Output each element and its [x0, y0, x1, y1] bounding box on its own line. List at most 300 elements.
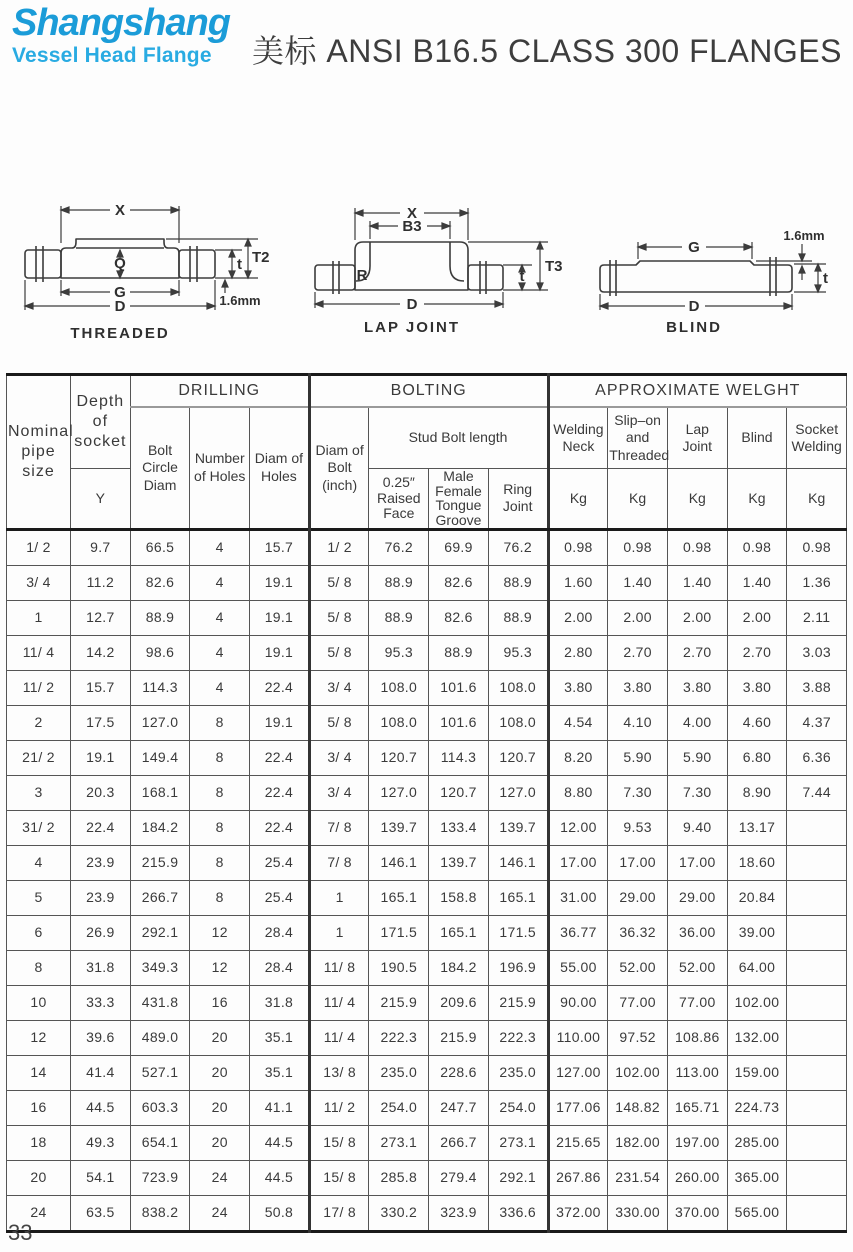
cell: 22.4	[250, 740, 310, 775]
cell: 88.9	[488, 600, 548, 635]
cell: 2.80	[548, 635, 608, 670]
cell: 108.86	[667, 1020, 727, 1055]
cell: 3.03	[787, 635, 847, 670]
cell: 349.3	[130, 950, 190, 985]
cell: 7.30	[608, 775, 668, 810]
cell: 15/ 8	[309, 1125, 369, 1160]
cell: 0.98	[548, 529, 608, 565]
dim-label-t3: T3	[545, 258, 563, 275]
cell: 22.4	[250, 775, 310, 810]
cell: 5	[7, 880, 71, 915]
cell: 5.90	[667, 740, 727, 775]
cell: 182.00	[608, 1125, 668, 1160]
cell: 2.70	[667, 635, 727, 670]
cell: 2.00	[548, 600, 608, 635]
flange-diagrams	[0, 180, 853, 350]
group-header-drilling: DRILLING	[130, 375, 309, 408]
cell: 3.80	[727, 670, 787, 705]
cell: 215.9	[429, 1020, 489, 1055]
cell: 20.84	[727, 880, 787, 915]
cell: 1	[309, 915, 369, 950]
cell	[787, 1090, 847, 1125]
col-header-nominal-pipe-size: Nominal pipe size	[7, 375, 71, 530]
cell: 235.0	[369, 1055, 429, 1090]
cell: 19.1	[250, 565, 310, 600]
cell: 565.00	[727, 1195, 787, 1231]
cell: 4	[7, 845, 71, 880]
cell: 44.5	[250, 1160, 310, 1195]
cell: 8	[190, 845, 250, 880]
cell: 285.00	[727, 1125, 787, 1160]
cell: 292.1	[130, 915, 190, 950]
cell: 1	[7, 600, 71, 635]
table-header	[7, 375, 847, 530]
table-row	[7, 810, 847, 845]
cell: 97.52	[608, 1020, 668, 1055]
dim-label-x: X	[406, 205, 418, 222]
cell: 222.3	[369, 1020, 429, 1055]
cell: 9.7	[71, 529, 131, 565]
cell: 55.00	[548, 950, 608, 985]
unit-kg: Kg	[787, 469, 847, 530]
cell: 3.80	[548, 670, 608, 705]
cell: 4	[190, 670, 250, 705]
lap-joint-diagram	[300, 180, 580, 350]
cell: 11/ 8	[309, 950, 369, 985]
cell: 24	[190, 1160, 250, 1195]
col-header-diam-of-bolt: Diam of Bolt (inch)	[309, 407, 369, 529]
cell: 254.0	[369, 1090, 429, 1125]
cell: 8	[190, 880, 250, 915]
cell: 370.00	[667, 1195, 727, 1231]
cell: 285.8	[369, 1160, 429, 1195]
col-header-stud-bolt-length: Stud Bolt length	[369, 407, 548, 469]
table-row	[7, 670, 847, 705]
cell: 215.9	[369, 985, 429, 1020]
cell: 108.0	[488, 705, 548, 740]
cell: 19.1	[250, 705, 310, 740]
table-row	[7, 600, 847, 635]
cell: 12	[7, 1020, 71, 1055]
cell: 365.00	[727, 1160, 787, 1195]
cell: 171.5	[488, 915, 548, 950]
unit-kg: Kg	[727, 469, 787, 530]
cell: 88.9	[488, 565, 548, 600]
cell: 102.00	[727, 985, 787, 1020]
cell: 31/ 2	[7, 810, 71, 845]
cell: 10	[7, 985, 71, 1020]
table-row	[7, 1195, 847, 1231]
brand-logo	[12, 4, 230, 66]
cell: 15.7	[250, 529, 310, 565]
cell: 7/ 8	[309, 810, 369, 845]
cell: 254.0	[488, 1090, 548, 1125]
cell: 222.3	[488, 1020, 548, 1055]
dim-label-t: t	[519, 268, 525, 285]
cell: 11/ 2	[309, 1090, 369, 1125]
cell: 165.1	[429, 915, 489, 950]
col-header-ring-joint: Ring Joint	[488, 469, 548, 530]
cell	[787, 1195, 847, 1231]
page-number: 33	[8, 1220, 33, 1245]
cell: 127.0	[488, 775, 548, 810]
cell: 148.82	[608, 1090, 668, 1125]
cell: 330.00	[608, 1195, 668, 1231]
cell: 2.70	[608, 635, 668, 670]
cell: 8	[7, 950, 71, 985]
cell: 20	[190, 1055, 250, 1090]
cell: 13/ 8	[309, 1055, 369, 1090]
cell: 266.7	[429, 1125, 489, 1160]
cell: 5/ 8	[309, 565, 369, 600]
cell: 66.5	[130, 529, 190, 565]
cell: 228.6	[429, 1055, 489, 1090]
col-header-slip-on-threaded: Slip–on and Threaded	[608, 407, 668, 469]
dim-label-d: D	[406, 296, 418, 313]
cell: 215.9	[488, 985, 548, 1020]
cell: 82.6	[130, 565, 190, 600]
cell: 114.3	[429, 740, 489, 775]
cell: 20.3	[71, 775, 131, 810]
cell: 9.53	[608, 810, 668, 845]
cell: 95.3	[488, 635, 548, 670]
cell: 29.00	[608, 880, 668, 915]
cell: 20	[7, 1160, 71, 1195]
cell: 44.5	[71, 1090, 131, 1125]
cell: 4	[190, 529, 250, 565]
cell: 0.98	[787, 529, 847, 565]
cell: 2.70	[727, 635, 787, 670]
cell: 69.9	[429, 529, 489, 565]
cell: 603.3	[130, 1090, 190, 1125]
col-header-lap-joint: Lap Joint	[667, 407, 727, 469]
table-row	[7, 775, 847, 810]
cell: 5.90	[608, 740, 668, 775]
dim-label-d: D	[114, 298, 126, 315]
cell: 77.00	[667, 985, 727, 1020]
cell: 5/ 8	[309, 705, 369, 740]
cell: 158.8	[429, 880, 489, 915]
cell: 41.1	[250, 1090, 310, 1125]
cell: 3.80	[608, 670, 668, 705]
dim-label-x: X	[114, 202, 126, 219]
cell: 3/ 4	[309, 740, 369, 775]
group-header-bolting: BOLTING	[309, 375, 548, 408]
cell: 17.00	[608, 845, 668, 880]
cell: 127.0	[369, 775, 429, 810]
cell: 25.4	[250, 845, 310, 880]
cell: 1/ 2	[309, 529, 369, 565]
cell: 11/ 4	[309, 1020, 369, 1055]
cell: 23.9	[71, 845, 131, 880]
cell: 165.71	[667, 1090, 727, 1125]
cell: 0.98	[667, 529, 727, 565]
dim-label-q: Q	[114, 255, 126, 272]
cell: 120.7	[429, 775, 489, 810]
cell	[787, 1055, 847, 1090]
cell: 231.54	[608, 1160, 668, 1195]
cell: 20	[190, 1125, 250, 1160]
cell: 95.3	[369, 635, 429, 670]
cell: 52.00	[667, 950, 727, 985]
dim-label-g: G	[114, 284, 126, 301]
dim-label-d: D	[688, 298, 700, 315]
cell: 12.7	[71, 600, 131, 635]
cell: 12	[190, 950, 250, 985]
cell	[787, 1160, 847, 1195]
note-raised-face: 1.6mm	[783, 228, 825, 243]
cell: 26.9	[71, 915, 131, 950]
blind-outline	[600, 257, 792, 296]
col-header-number-of-holes: Number of Holes	[190, 407, 250, 529]
cell: 8	[190, 810, 250, 845]
table-row	[7, 950, 847, 985]
cell: 7/ 8	[309, 845, 369, 880]
cell: 838.2	[130, 1195, 190, 1231]
col-header-bolt-circle-diam: Bolt Circle Diam	[130, 407, 190, 529]
cell: 4.00	[667, 705, 727, 740]
cell: 139.7	[488, 810, 548, 845]
cell: 0.98	[727, 529, 787, 565]
cell: 8	[190, 775, 250, 810]
cell: 165.1	[488, 880, 548, 915]
cell: 98.6	[130, 635, 190, 670]
cell: 12	[190, 915, 250, 950]
cell: 3	[7, 775, 71, 810]
cell: 108.0	[369, 705, 429, 740]
cell: 527.1	[130, 1055, 190, 1090]
cell: 19.1	[71, 740, 131, 775]
cell: 127.00	[548, 1055, 608, 1090]
cell: 88.9	[130, 600, 190, 635]
cell: 22.4	[250, 670, 310, 705]
col-header-welding-neck: Welding Neck	[548, 407, 608, 469]
cell: 2.00	[608, 600, 668, 635]
cell: 21/ 2	[7, 740, 71, 775]
cell: 120.7	[369, 740, 429, 775]
cell: 209.6	[429, 985, 489, 1020]
cell: 31.8	[71, 950, 131, 985]
cell: 431.8	[130, 985, 190, 1020]
cell: 323.9	[429, 1195, 489, 1231]
cell: 149.4	[130, 740, 190, 775]
cell: 44.5	[250, 1125, 310, 1160]
cell: 76.2	[369, 529, 429, 565]
cell: 2.11	[787, 600, 847, 635]
cell: 20	[190, 1090, 250, 1125]
cell: 17.00	[667, 845, 727, 880]
cell	[787, 985, 847, 1020]
cell: 6.80	[727, 740, 787, 775]
cell: 0.98	[608, 529, 668, 565]
cell: 36.32	[608, 915, 668, 950]
cell: 9.40	[667, 810, 727, 845]
cell: 8.20	[548, 740, 608, 775]
table-row	[7, 635, 847, 670]
cell: 16	[190, 985, 250, 1020]
cell: 76.2	[488, 529, 548, 565]
cell: 17.00	[548, 845, 608, 880]
cell: 13.17	[727, 810, 787, 845]
cell: 224.73	[727, 1090, 787, 1125]
dim-label-t: t	[823, 270, 828, 287]
cell: 88.9	[429, 635, 489, 670]
cell: 49.3	[71, 1125, 131, 1160]
cell: 19.1	[250, 600, 310, 635]
cell: 215.9	[130, 845, 190, 880]
cell: 247.7	[429, 1090, 489, 1125]
cell: 31.8	[250, 985, 310, 1020]
cell: 41.4	[71, 1055, 131, 1090]
cell: 82.6	[429, 565, 489, 600]
cell: 139.7	[429, 845, 489, 880]
page-title: 美标 ANSI B16.5 CLASS 300 FLANGES	[252, 33, 842, 69]
cell: 113.00	[667, 1055, 727, 1090]
table-row	[7, 845, 847, 880]
cell: 1.40	[727, 565, 787, 600]
cell: 11.2	[71, 565, 131, 600]
cell: 171.5	[369, 915, 429, 950]
cell: 8	[190, 705, 250, 740]
cell: 260.00	[667, 1160, 727, 1195]
cell: 39.6	[71, 1020, 131, 1055]
col-header-socket-welding: Socket Welding	[787, 407, 847, 469]
cell: 35.1	[250, 1055, 310, 1090]
cell	[787, 845, 847, 880]
cell: 25.4	[250, 880, 310, 915]
cell: 23.9	[71, 880, 131, 915]
cell: 82.6	[429, 600, 489, 635]
cell: 235.0	[488, 1055, 548, 1090]
flange-spec-table	[6, 373, 847, 1233]
cell: 8.80	[548, 775, 608, 810]
cell: 267.86	[548, 1160, 608, 1195]
cell: 16	[7, 1090, 71, 1125]
blind-diagram	[580, 180, 853, 350]
cell: 50.8	[250, 1195, 310, 1231]
table-body	[7, 529, 847, 1231]
cell: 15.7	[71, 670, 131, 705]
cell: 64.00	[727, 950, 787, 985]
cell: 133.4	[429, 810, 489, 845]
col-header-y: Y	[71, 469, 131, 530]
cell: 88.9	[369, 600, 429, 635]
cell: 31.00	[548, 880, 608, 915]
cell: 12.00	[548, 810, 608, 845]
cell: 4.60	[727, 705, 787, 740]
cell: 3.80	[667, 670, 727, 705]
cell	[787, 950, 847, 985]
cell: 127.0	[130, 705, 190, 740]
threaded-caption: THREADED	[70, 325, 170, 342]
cell: 15/ 8	[309, 1160, 369, 1195]
table-row	[7, 985, 847, 1020]
cell: 7.30	[667, 775, 727, 810]
col-header-blind: Blind	[727, 407, 787, 469]
cell: 146.1	[488, 845, 548, 880]
cell: 11/ 2	[7, 670, 71, 705]
table-row	[7, 1055, 847, 1090]
cell: 279.4	[429, 1160, 489, 1195]
group-header-approx-weight: APPROXIMATE WELGHT	[548, 375, 847, 408]
dim-label-r: R	[356, 267, 368, 284]
table-row	[7, 880, 847, 915]
cell: 4	[190, 565, 250, 600]
cell: 120.7	[488, 740, 548, 775]
table-row	[7, 1125, 847, 1160]
cell: 20	[190, 1020, 250, 1055]
cell: 8	[190, 740, 250, 775]
cell: 330.2	[369, 1195, 429, 1231]
cell: 197.00	[667, 1125, 727, 1160]
cell: 1/ 2	[7, 529, 71, 565]
cell: 168.1	[130, 775, 190, 810]
cell: 190.5	[369, 950, 429, 985]
cell: 654.1	[130, 1125, 190, 1160]
lap-joint-caption: LAP JOINT	[363, 319, 461, 336]
cell: 101.6	[429, 705, 489, 740]
table-row	[7, 1090, 847, 1125]
unit-kg: Kg	[667, 469, 727, 530]
lap-joint-dimensions	[315, 208, 548, 308]
cell: 101.6	[429, 670, 489, 705]
cell: 4.10	[608, 705, 668, 740]
cell: 11/ 4	[7, 635, 71, 670]
cell: 36.00	[667, 915, 727, 950]
note-raised-face: 1.6mm	[219, 293, 261, 308]
cell: 273.1	[369, 1125, 429, 1160]
cell: 196.9	[488, 950, 548, 985]
table-row	[7, 1020, 847, 1055]
cell: 184.2	[429, 950, 489, 985]
cell: 88.9	[369, 565, 429, 600]
cell: 28.4	[250, 915, 310, 950]
cell	[787, 915, 847, 950]
cell: 4	[190, 635, 250, 670]
cell: 1.40	[608, 565, 668, 600]
cell: 7.44	[787, 775, 847, 810]
cell: 108.0	[369, 670, 429, 705]
cell	[787, 1020, 847, 1055]
cell: 14	[7, 1055, 71, 1090]
cell: 372.00	[548, 1195, 608, 1231]
cell: 146.1	[369, 845, 429, 880]
unit-kg: Kg	[548, 469, 608, 530]
dim-label-t2: T2	[252, 249, 270, 266]
cell: 17/ 8	[309, 1195, 369, 1231]
cell: 22.4	[71, 810, 131, 845]
col-header-male-female-tongue-groove: Male Female Tongue Groove	[429, 469, 489, 530]
unit-kg: Kg	[608, 469, 668, 530]
cell	[787, 810, 847, 845]
cell: 6.36	[787, 740, 847, 775]
table-row	[7, 529, 847, 565]
cell: 35.1	[250, 1020, 310, 1055]
cell: 3/ 4	[309, 775, 369, 810]
cell: 36.77	[548, 915, 608, 950]
cell: 6	[7, 915, 71, 950]
table-row	[7, 705, 847, 740]
cell: 336.6	[488, 1195, 548, 1231]
cell: 4	[190, 600, 250, 635]
cell: 5/ 8	[309, 600, 369, 635]
cell: 102.00	[608, 1055, 668, 1090]
cell: 22.4	[250, 810, 310, 845]
cell: 29.00	[667, 880, 727, 915]
cell: 2.00	[727, 600, 787, 635]
cell: 110.00	[548, 1020, 608, 1055]
dim-label-g: G	[688, 239, 700, 256]
